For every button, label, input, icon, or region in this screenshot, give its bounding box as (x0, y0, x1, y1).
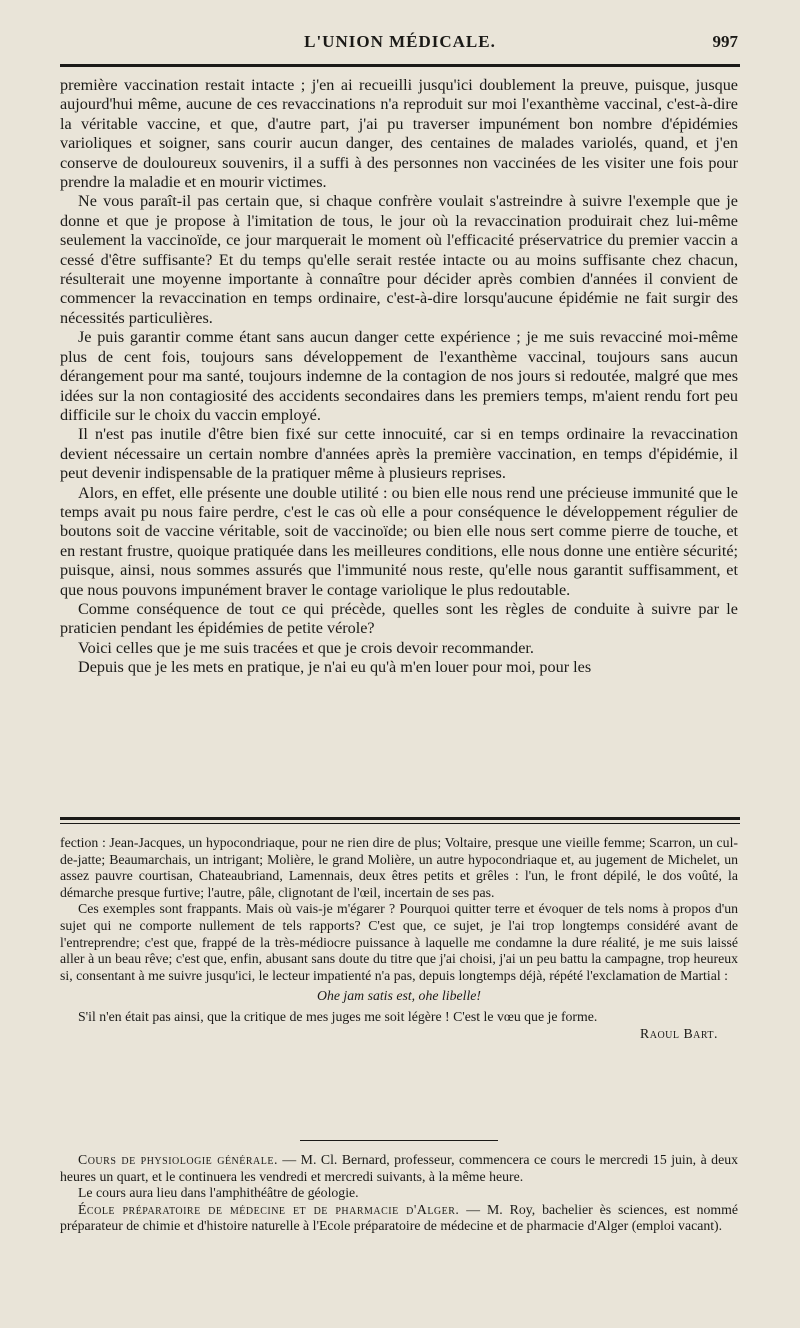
signature-text: Raoul Bart. (640, 1025, 718, 1041)
running-title: L'UNION MÉDICALE. (304, 32, 496, 51)
page-number: 997 (712, 32, 738, 51)
news-item-note: Le cours aura lieu dans l'amphithéâtre de géologie. (78, 1185, 359, 1201)
feuilleton-closing: S'il n'en était pas ainsi, que la critique de mes juges me soit légère ! C'est le vœu que je forme. (78, 1008, 598, 1024)
page-header (60, 32, 740, 58)
news-items (60, 1152, 738, 1235)
news-item (60, 1152, 738, 1185)
news-heading: Cours de physiologie générale. (78, 1152, 278, 1167)
paragraph: Depuis que je les mets en pratique, je n'ai eu qu'à m'en louer pour moi, pour les (78, 658, 592, 677)
feuilleton-paragraph: Ces exemples sont frappants. Mais où vais-je m'égarer ? Pourquoi quitter terre et évoquer de tels noms à propos d'un sujet qui ne comporte nullement de tels rapports? C'est que, ce sujet, je l'ai trop longtemps considéré avant de l'entreprendre; c'est que, frappé de la très-médiocre puissance à laquelle me condamne la dure réalité, je me suis laissé aller à un beau rêve; c'est que, enfin, abusant sans doute du titre que j'ai choisi, j'ai un peu battu la campagne, trop heureux si, consentant à me suivre jusqu'ici, le lecteur impatienté n'a pas, depuis longtemps déjà, répété l'exclamation de Martial : (60, 901, 738, 983)
paragraph: Comme conséquence de tout ce qui précède, quelles sont les règles de conduite à suivre par le praticien pendant les épidémies de petite vérole? (60, 599, 738, 638)
paragraph: Il n'est pas inutile d'être bien fixé sur cette innocuité, car si en temps ordinaire la revaccination devient nécessaire un certain nombre d'années après la première vaccination, en temps d'épidémie, il peut devenir indispensable de la pratiquer même à plusieurs reprises. (60, 425, 738, 483)
header-rule (60, 64, 740, 67)
author-signature (60, 1026, 738, 1043)
main-article (60, 76, 738, 678)
paragraph: première vaccination restait intacte ; j'en ai recueilli jusqu'ici doublement la preuve, puisque, jusque aujourd'hui même, aucune de ces revaccinations n'a reproduit sur moi l'exanthème vaccinal, c'est-à-dire la véritable vaccine, et que, d'autre part, j'ai pu traverser impunément bon nombre d'épidémies varioliques et soigner, sans courir aucun danger, des centaines de malades variolés, quand, et j'en conserve de douloureux souvenirs, il a suffi à des personnes non vaccinées de les visiter une fois pour prendre la maladie et en mourir victimes. (60, 76, 738, 192)
feuilleton-rule (60, 817, 740, 820)
news-text: — M. Cl. Bernard, professeur, commencera ce cours le mercredi 15 juin, à deux heures un quart, et le continuera les vendredi et mercredi suivants, à la même heure. (60, 1152, 738, 1184)
paragraph: Voici celles que je me suis tracées et que je crois devoir recommander. (78, 638, 534, 657)
feuilleton-rule-thin (60, 823, 740, 824)
feuilleton-paragraph: fection : Jean-Jacques, un hypocondriaque, pour ne rien dire de plus; Voltaire, presque une vieille femme; Scarron, un cul-de-jatte; Beaumarchais, un intrigant; Molière, le grand Molière, un autre hypocondriaque et, au jugement de Michelet, un assez pauvre courtisan, Chateaubriand, Lamennais, deux êtres petits et grêles : l'un, le front dépilé, le dos voûté, la démarche presque furtive; l'autre, pâle, clignotant de l'œil, incertain de ses pas. (60, 835, 738, 900)
news-item (60, 1202, 738, 1235)
paragraph: Ne vous paraît-il pas certain que, si chaque confrère voulait s'astreindre à suivre l'exemple que je donne et que je propose à l'imitation de tous, le jour où la revaccination produirait chez lui-même seulement la vaccinoïde, ce jour marquerait le moment où l'efficacité préservatrice du premier vaccin a cessé d'être suffisante? Et du temps qu'elle serait restée intacte ou au moins suffisante chez chacun, résulterait une moyenne importante à connaître pour décider après combien d'années il convient de commencer la revaccination en temps ordinaire, c'est-à-dire lorsqu'aucune épidémie ne fait surgir des nécessités particulières. (60, 192, 738, 327)
paragraph: Alors, en effet, elle présente une double utilité : ou bien elle nous rend une précieuse immunité que le temps avait pu nous faire perdre, c'est le cas où elle a pour conséquence le développement régulier de boutons soit de vaccine véritable, soit de vaccinoïde; ou bien elle nous sert comme pierre de touche, et en restant frustre, quoique pratiquée dans les meilleures conditions, elle nous donne une entière sécurité; puisque, ainsi, nous sommes assurés que l'immunité nous reste, qu'elle nous garantit suffisamment, et que nous pouvons impunément braver le contage variolique le plus redoutable. (60, 483, 738, 599)
news-heading: École préparatoire de médecine et de pharmacie d'Alger. (78, 1201, 460, 1217)
feuilleton (60, 835, 738, 1042)
latin-quote: Ohe jam satis est, ohe libelle! (317, 988, 481, 1004)
section-divider (300, 1140, 498, 1141)
news-text: — M. Roy, bachelier ès sciences, est nommé préparateur de chimie et d'histoire naturelle à l'Ecole préparatoire de médecine et de pharmacie d'Alger (emploi vacant). (60, 1201, 738, 1234)
paragraph: Je puis garantir comme étant sans aucun danger cette expérience ; je me suis revacciné moi-même plus de cent fois, toujours sans développement de l'exanthème vaccinal, toujours sans aucun dérangement pour ma santé, toujours indemne de la contagion de nos jours si redoutée, malgré que mes idées sur la non contagiosité des accidents secondaires dans les premiers temps, m'aient rendu fort peu difficile sur le choix du vaccin employé. (60, 328, 738, 424)
